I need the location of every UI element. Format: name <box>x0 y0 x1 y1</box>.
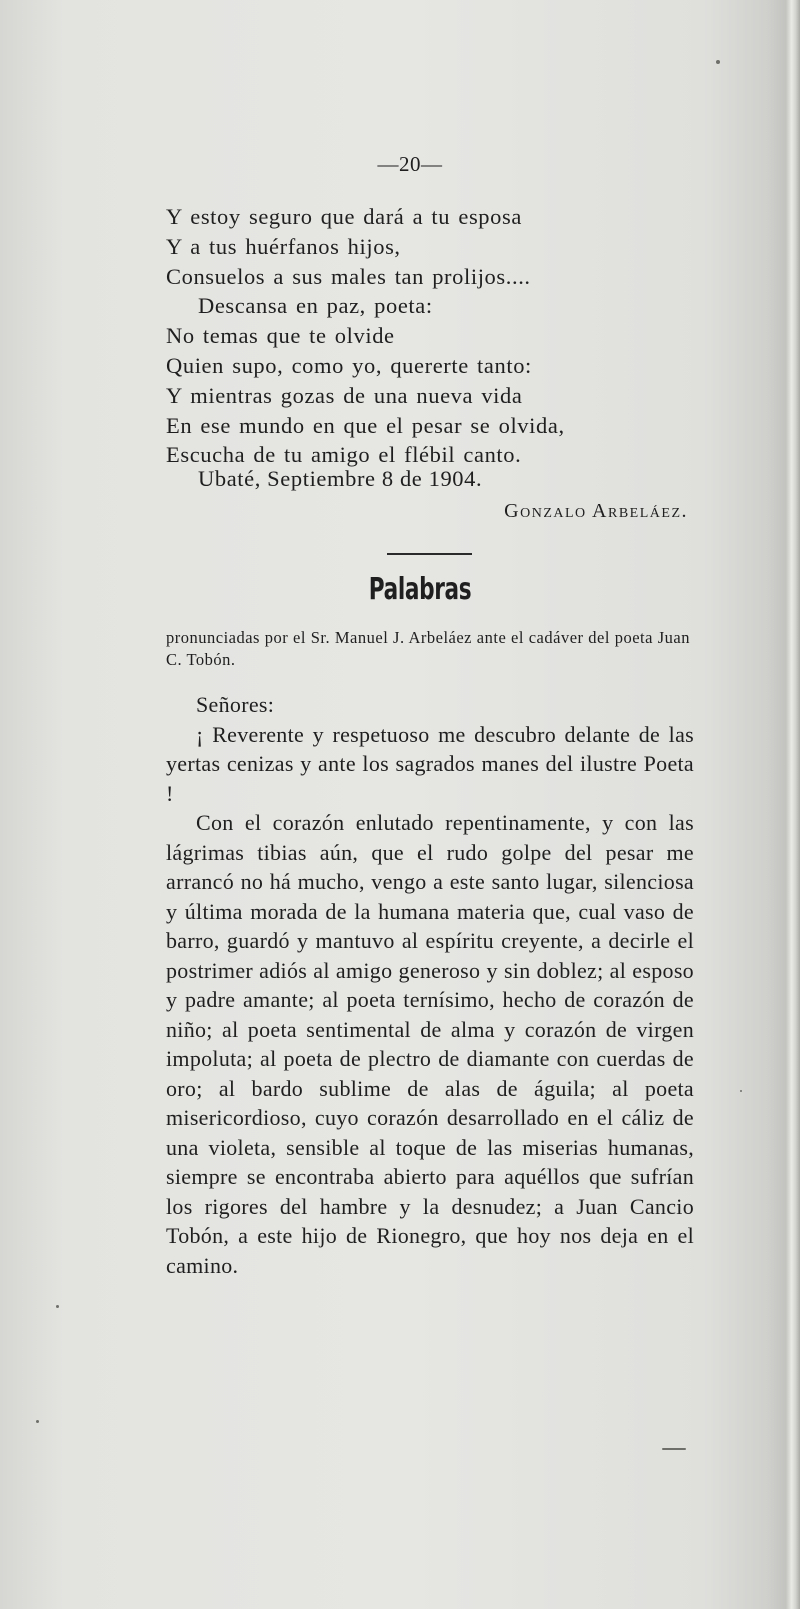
speech-salutation: Señores: <box>196 692 275 717</box>
section-subtitle: pronunciadas por el Sr. Manuel J. Arbeláez ante el cadáver del poeta Juan C. Tobón. <box>166 628 690 669</box>
dateline: Ubaté, Septiembre 8 de 1904. <box>198 466 483 491</box>
poem-line: Descansa en paz, poeta: <box>198 293 433 319</box>
page-number: —20— <box>377 152 443 176</box>
poem-line: Quien supo, como yo, quererte tanto: <box>166 352 532 378</box>
poem-line: Consuelos a sus males tan prolijos.... <box>166 263 531 289</box>
poem-line: Y mientras gozas de una nueva vida <box>166 382 523 408</box>
page-edge <box>786 0 800 1609</box>
paper-speck <box>36 1420 39 1423</box>
poem <box>166 202 686 470</box>
poem-line: En ese mundo en que el pesar se olvida, <box>166 412 565 438</box>
section-divider <box>387 553 472 555</box>
section-title: Palabras <box>368 572 472 607</box>
speech-body <box>166 690 694 1280</box>
paper-speck <box>56 1305 59 1308</box>
paper-speck <box>740 1090 742 1092</box>
author-signature: Gonzalo Arbeláez. <box>504 500 688 522</box>
paper-speck <box>662 1448 686 1450</box>
speech-paragraph: ¡ Reverente y respetuoso me descubro delante de las yertas cenizas y ante los sagrados manes del ilustre Poeta ! <box>166 721 694 806</box>
poem-line: No temas que te olvide <box>166 323 395 349</box>
poem-line: Y a tus huérfanos hijos, <box>166 233 401 259</box>
poem-line: Escucha de tu amigo el flébil canto. <box>166 442 522 468</box>
speech-paragraph: Con el corazón enlutado repentinamente, y con las lágrimas tibias aún, que el rudo golpe del pesar me arrancó no há mucho, vengo a este santo lugar, silenciosa y última morada de la humana materia que, cual vaso de barro, guardó y mantuvo al espíritu creyente, a decirle el postrimer adiós al amigo generoso y sin doblez; al esposo y padre amante; al poeta ternísimo, hecho de corazón de niño; al poeta sentimental de alma y corazón de virgen impoluta; al poeta de plectro de diamante con cuerdas de oro; al bardo sublime de alas de águila; al poeta misericordioso, cuyo corazón desarrollado en el cáliz de una violeta, sensible al toque de las miserias humanas, siempre se encontraba abierto para aquéllos que sufrían los rigores del hambre y la desnudez; a Juan Cancio Tobón, a este hijo de Rionegro, que hoy nos deja en el camino. <box>166 810 694 1278</box>
poem-line: Y estoy seguro que dará a tu esposa <box>166 204 522 229</box>
paper-speck <box>716 60 720 64</box>
